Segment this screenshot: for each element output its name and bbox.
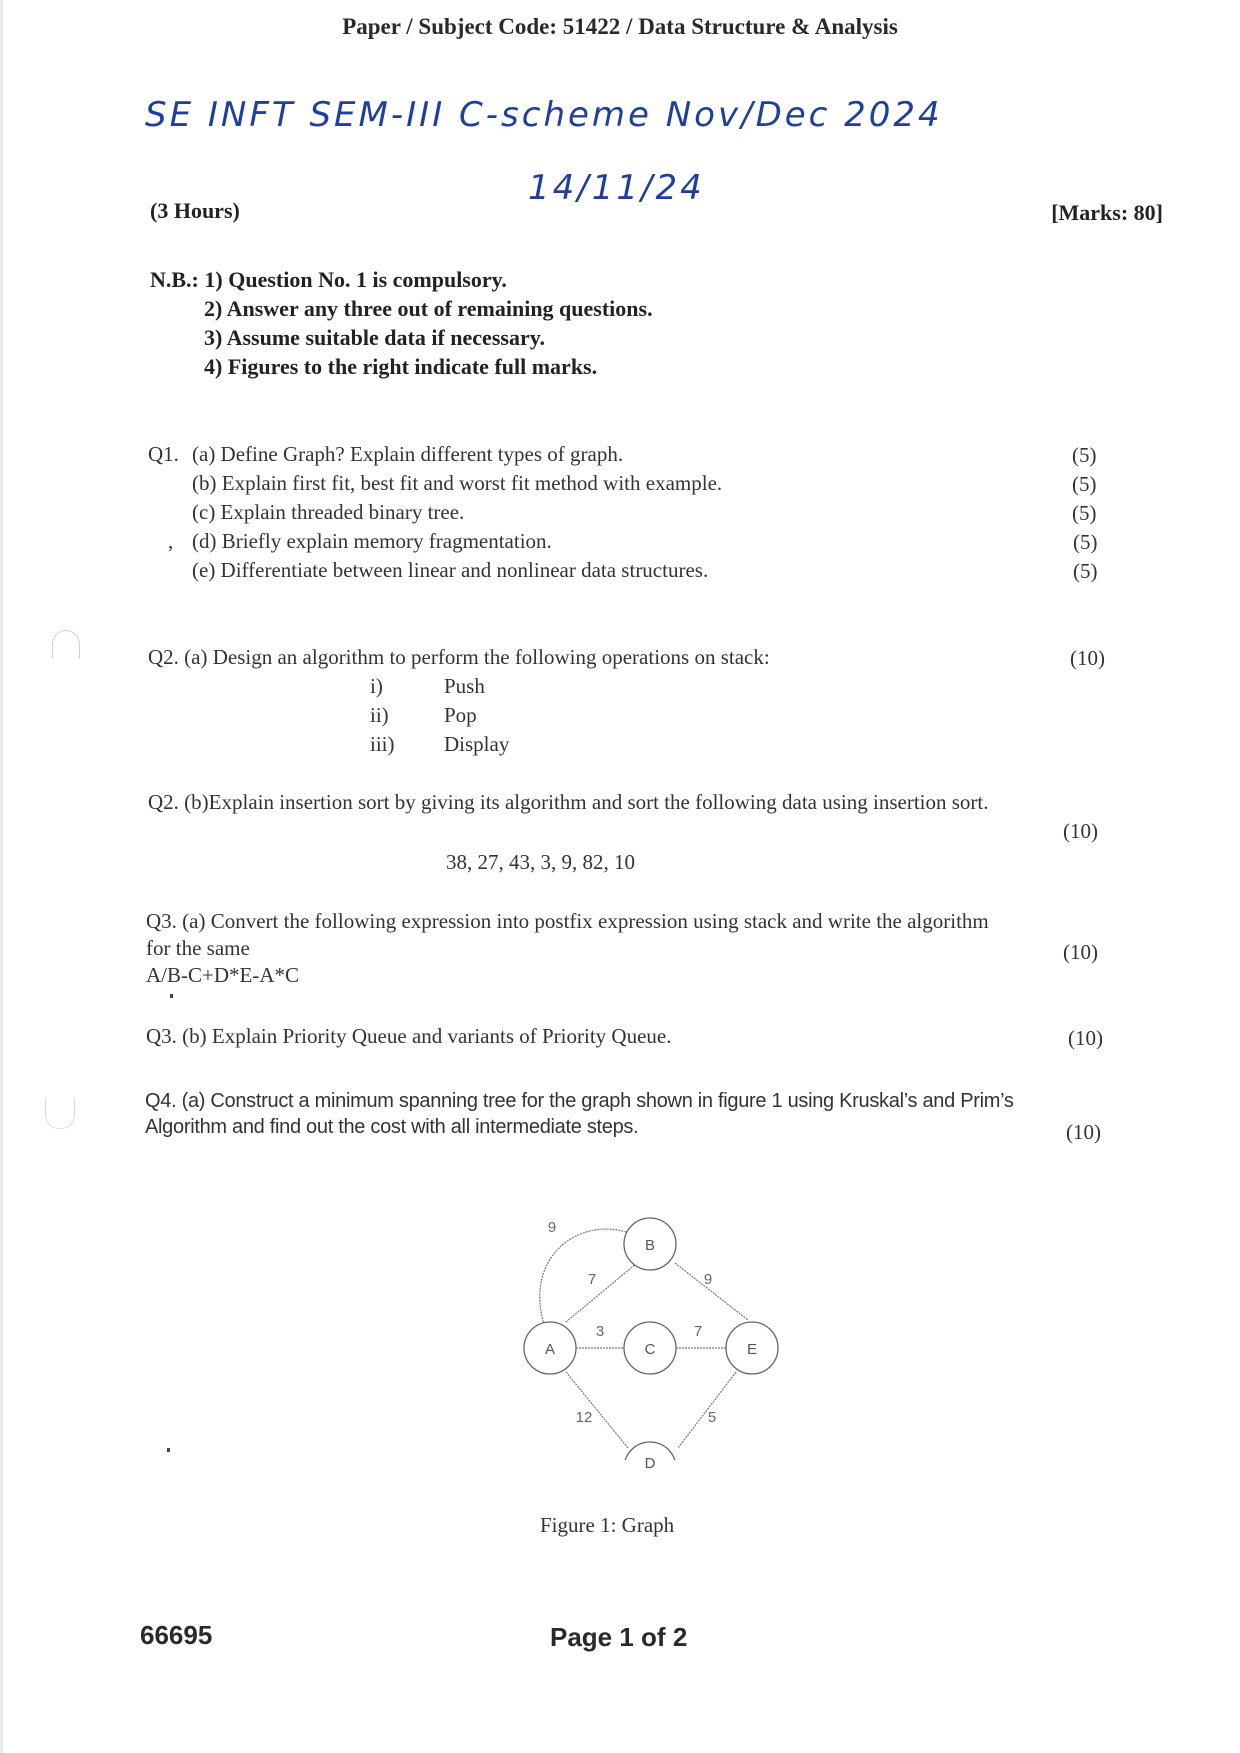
exam-duration: (3 Hours)	[150, 198, 240, 223]
q1-bullet-mark: ,	[168, 529, 174, 553]
q2b-sort-data: 38, 27, 43, 3, 9, 82, 10	[446, 850, 635, 874]
instruction-item: 2) Answer any three out of remaining questions.	[204, 296, 653, 321]
q2a-op-num: i)	[370, 674, 383, 698]
graph-edge-weight-c-e: 7	[693, 1323, 703, 1340]
scan-edge	[0, 0, 3, 1753]
q2a-op-push: Push	[444, 674, 485, 698]
instruction-item: 4) Figures to the right indicate full marks.	[204, 354, 598, 379]
q3a-expression: A/B-C+D*E-A*C	[146, 963, 300, 987]
graph-edge-weight-a-c: 3	[595, 1323, 605, 1340]
q3b-text: Q3. (b) Explain Priority Queue and variants of Priority Queue.	[146, 1024, 672, 1048]
scan-artifact	[52, 630, 80, 659]
q1-part-e: (e) Differentiate between linear and nonlinear data structures.	[192, 558, 709, 582]
graph-edge-weight-a-d: 12	[575, 1409, 593, 1426]
graph-edge-weight-b-e: 9	[703, 1271, 713, 1288]
graph-node-label-c: C	[644, 1341, 656, 1358]
q1-label: Q1.	[148, 442, 179, 466]
q3b-marks: (10)	[1068, 1026, 1103, 1050]
q2a-op-num: iii)	[370, 732, 395, 756]
handwritten-date: 14/11/24	[528, 168, 705, 208]
q2a-op-pop: Pop	[444, 703, 477, 727]
graph-node-label-a: A	[544, 1341, 556, 1358]
graph-figure	[500, 1210, 800, 1460]
q2a-op-num: ii)	[370, 703, 389, 727]
q1-a-marks: (5)	[1072, 443, 1097, 467]
q2b-text: Q2. (b)Explain insertion sort by giving its algorithm and sort the following data using insertion sort.	[148, 790, 989, 814]
page-number: Page 1 of 2	[550, 1622, 688, 1652]
instruction-item: N.B.: 1) Question No. 1 is compulsory.	[150, 267, 507, 292]
q1-c-marks: (5)	[1072, 501, 1097, 525]
q1-b-marks: (5)	[1072, 472, 1097, 496]
q4a-text-line2: Algorithm and find out the cost with all intermediate steps.	[145, 1116, 639, 1138]
graph-node-d-label-wrap	[624, 1440, 684, 1500]
q3a-marks: (10)	[1063, 940, 1098, 964]
q4a-text-line1: Q4. (a) Construct a minimum spanning tree for the graph shown in figure 1 using Kruskal’s and Prim’s	[145, 1090, 1014, 1112]
graph-edge-weight-d-e: 5	[707, 1409, 717, 1426]
stray-mark	[170, 994, 173, 998]
graph-node-label-e: E	[746, 1341, 758, 1358]
q1-part-c: (c) Explain threaded binary tree.	[192, 500, 465, 524]
scan-artifact	[45, 1098, 75, 1129]
q4a-marks: (10)	[1066, 1120, 1101, 1144]
graph-node-label-d: D	[644, 1455, 656, 1472]
q1-d-marks: (5)	[1073, 530, 1098, 554]
graph-edge-weight-a-b: 7	[587, 1271, 597, 1288]
q3a-text-line1: Q3. (a) Convert the following expression into postfix expression using stack and write the algorithm	[146, 909, 989, 933]
graph-node-label-b: B	[644, 1237, 656, 1254]
total-marks: [Marks: 80]	[1051, 200, 1163, 225]
figure-caption: Figure 1: Graph	[540, 1513, 675, 1537]
q1-part-b: (b) Explain first fit, best fit and worst fit method with example.	[192, 471, 723, 495]
q1-part-a: (a) Define Graph? Explain different types of graph.	[192, 442, 624, 466]
q2a-op-display: Display	[444, 732, 510, 756]
q2a-text: Q2. (a) Design an algorithm to perform the following operations on stack:	[148, 645, 770, 669]
footer-code: 66695	[140, 1620, 213, 1650]
q3a-text-line2: for the same	[146, 936, 250, 960]
instructions	[150, 265, 653, 381]
handwritten-exam-info: SE INFT SEM-III C-scheme Nov/Dec 2024	[145, 95, 943, 135]
graph-edge-weight-a-b-curved: 9	[547, 1219, 557, 1236]
q1-e-marks: (5)	[1073, 559, 1098, 583]
graph-edge-a-b	[566, 1263, 637, 1322]
instruction-item: 3) Assume suitable data if necessary.	[204, 325, 545, 350]
q1-part-d: (d) Briefly explain memory fragmentation.	[192, 529, 552, 553]
paper-code-header: Paper / Subject Code: 51422 / Data Structure & Analysis	[342, 14, 898, 39]
stray-mark	[167, 1448, 170, 1452]
q2a-marks: (10)	[1070, 646, 1105, 670]
q2b-marks: (10)	[1063, 819, 1098, 843]
nb-prefix: N.B.:	[150, 267, 199, 292]
